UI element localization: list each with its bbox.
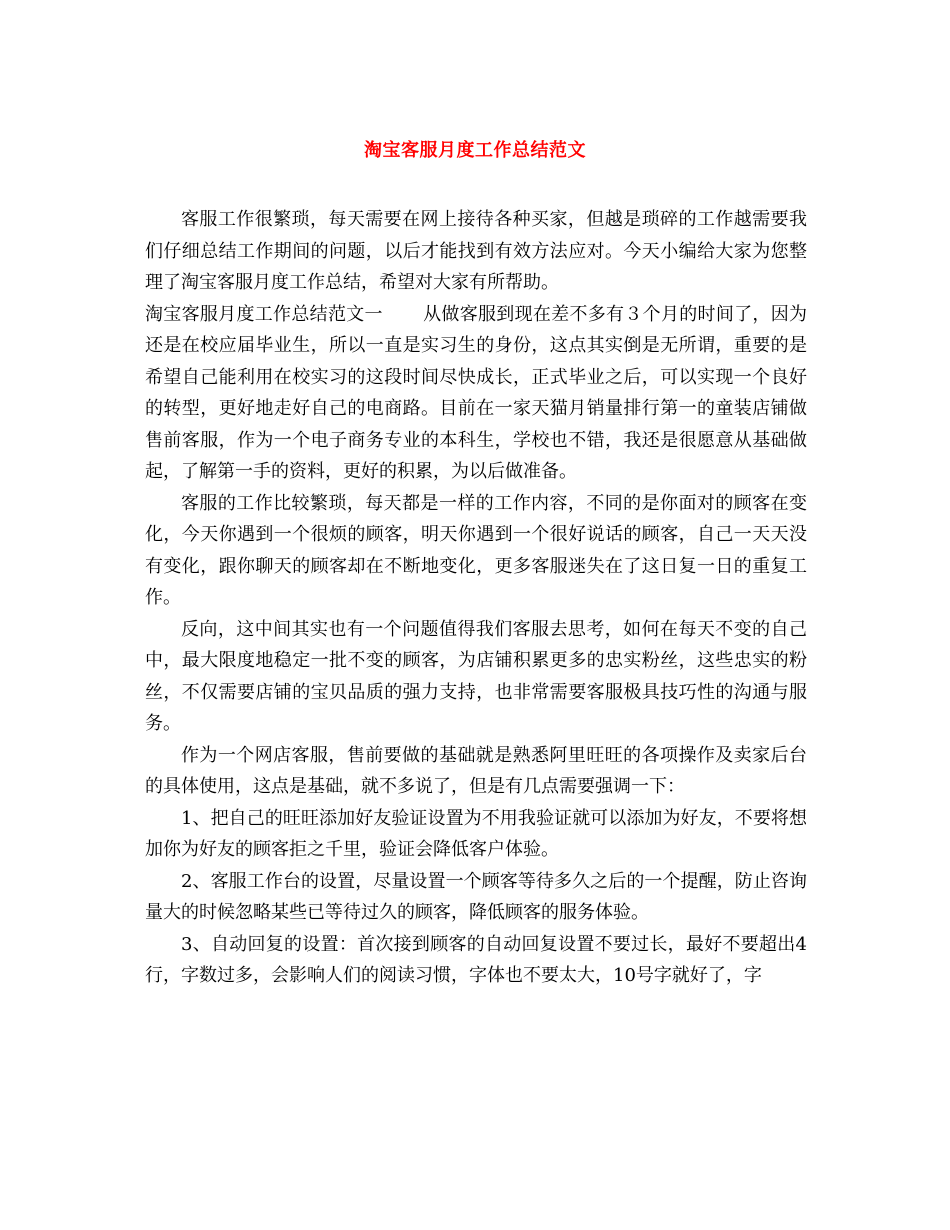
body-paragraph: 反向，这中间其实也有一个问题值得我们客服去思考，如何在每天不变的自己中，最大限度地稳定一批不变的顾客，为店铺积累更多的忠实粉丝，这些忠实的粉丝，不仅需要店铺的宝贝品质的强力支持，也非常需要客服极具技巧性的沟通与服务。 (145, 618, 807, 734)
document-title: 淘宝客服月度工作总结范文 (364, 140, 586, 161)
list-item-2: 2、客服工作台的设置，尽量设置一个顾客等待多久之后的一个提醒，防止咨询量大的时候忽略某些已等待过久的顾客，降低顾客的服务体验。 (145, 870, 807, 923)
section-one-paragraph (145, 299, 807, 488)
document-body (145, 204, 807, 992)
intro-paragraph: 客服工作很繁琐，每天需要在网上接待各种买家，但越是琐碎的工作越需要我们仔细总结工作期间的问题，以后才能找到有效方法应对。今天小编给大家为您整理了淘宝客服月度工作总结，希望对大家有所帮助。 (145, 209, 807, 293)
section-first-text: 从做客服到现在差不多有３个月的时间了，因为还是在校应届毕业生，所以一直是实习生的身份，这点其实倒是无所谓，重要的是希望自己能利用在校实习的这段时间尽快成长，正式毕业之后，可以实现一个良好的转型，更好地走好自己的电商路。目前在一家天猫月销量排行第一的童装店铺做售前客服，作为一个电子商务专业的本科生，学校也不错，我还是很愿意从基础做起，了解第一手的资料，更好的积累，为以后做准备。 (145, 303, 808, 482)
body-paragraph: 作为一个网店客服，售前要做的基础就是熟悉阿里旺旺的各项操作及卖家后台的具体使用，这点是基础，就不多说了，但是有几点需要强调一下： (145, 744, 807, 797)
list-item-3: 3、自动回复的设置：首次接到顾客的自动回复设置不要过长，最好不要超出4行，字数过多，会影响人们的阅读习惯，字体也不要太大，10号字就好了，字 (145, 933, 807, 986)
list-item-1: 1、把自己的旺旺添加好友验证设置为不用我验证就可以添加为好友，不要将想加你为好友的顾客拒之千里，验证会降低客户体验。 (145, 807, 807, 860)
section-heading: 淘宝客服月度工作总结范文一 (145, 303, 383, 325)
body-paragraph: 客服的工作比较繁琐，每天都是一样的工作内容，不同的是你面对的顾客在变化，今天你遇到一个很烦的顾客，明天你遇到一个很好说话的顾客，自己一天天没有变化，跟你聊天的顾客却在不断地变化，更多客服迷失在了这日复一日的重复工作。 (145, 492, 807, 608)
